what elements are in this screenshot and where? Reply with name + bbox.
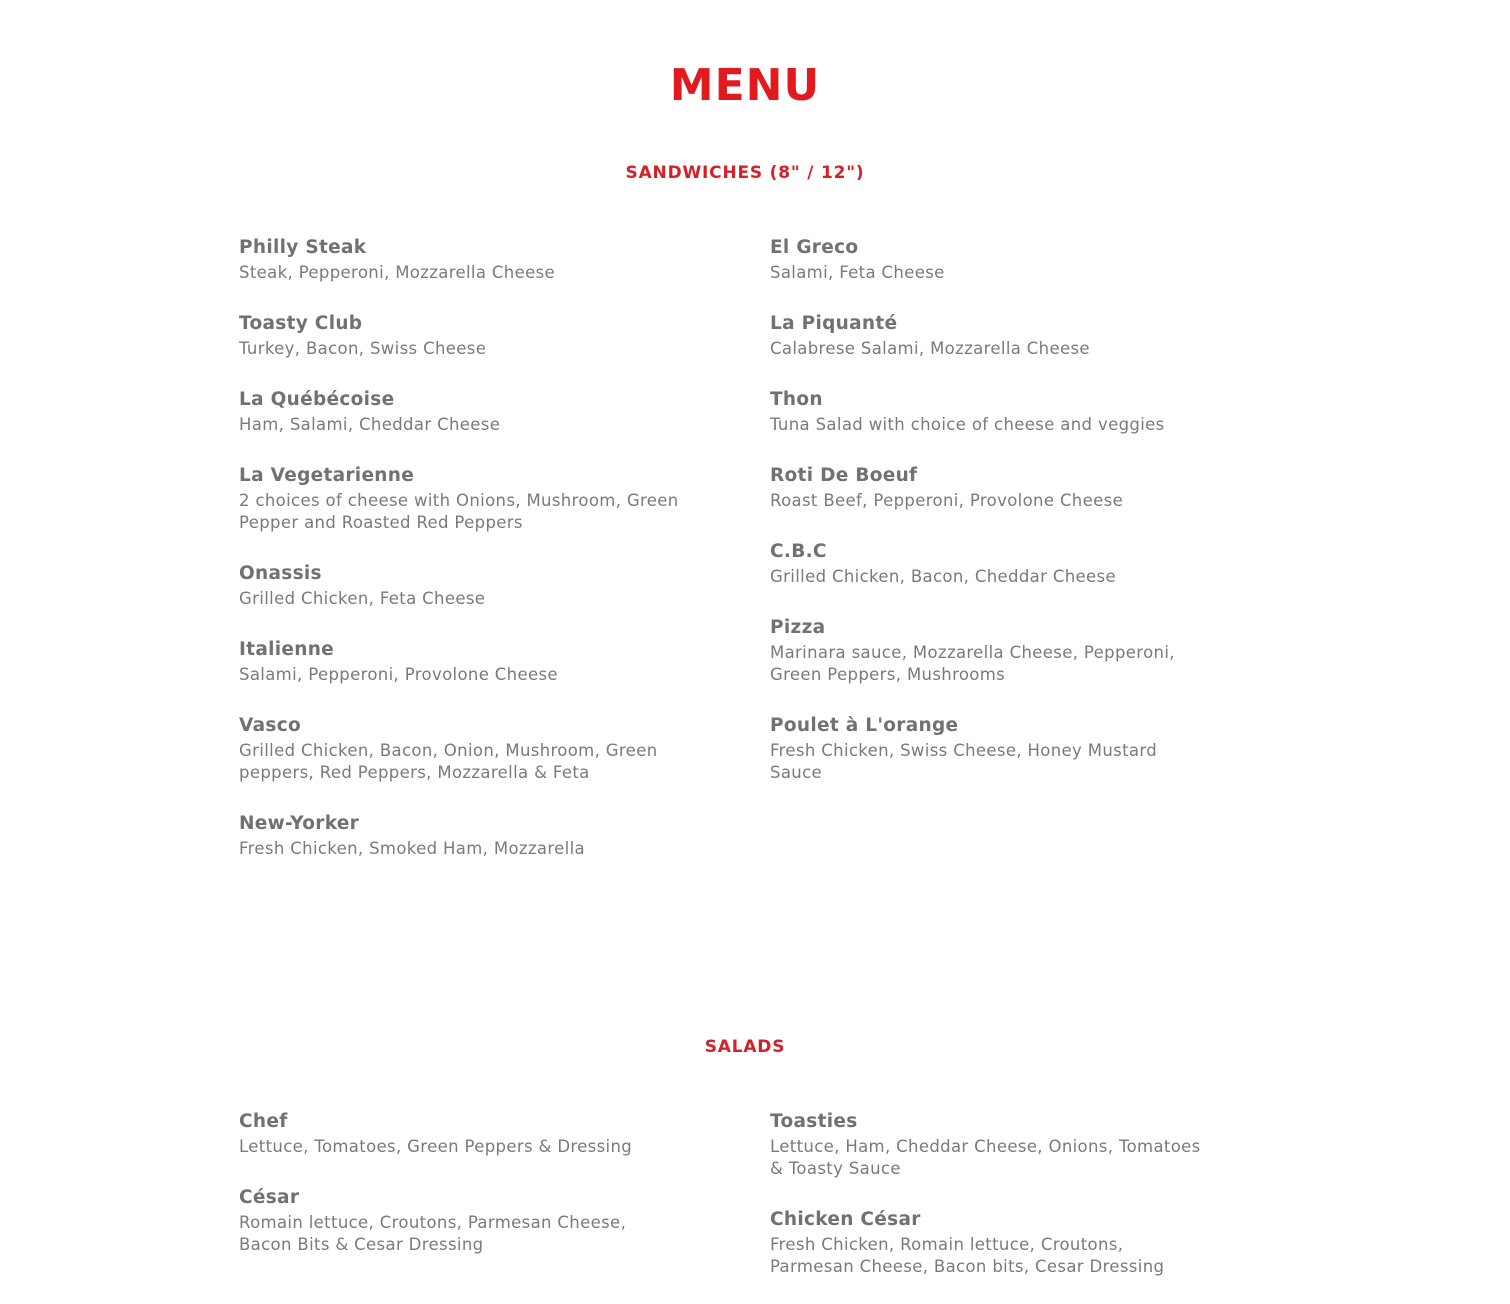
menu-item bbox=[239, 636, 679, 686]
menu-item-description: Tuna Salad with choice of cheese and veggies bbox=[770, 415, 1165, 434]
menu-item bbox=[770, 310, 1210, 360]
menu-item bbox=[239, 462, 679, 534]
menu-item bbox=[239, 810, 679, 860]
menu-item-description: Salami, Feta Cheese bbox=[770, 263, 945, 282]
menu-item-name: Philly Steak bbox=[239, 237, 367, 258]
menu-item bbox=[239, 1184, 679, 1256]
menu-item bbox=[770, 234, 1210, 284]
page-title: MENU bbox=[669, 60, 821, 111]
menu-item-description: Grilled Chicken, Feta Cheese bbox=[239, 589, 486, 608]
salads-left-column bbox=[239, 1108, 679, 1282]
menu-item-name: Poulet à L'orange bbox=[770, 715, 959, 736]
menu-item bbox=[770, 462, 1210, 512]
menu-item-description: Marinara sauce, Mozzarella Cheese, Pepperoni, Green Peppers, Mushrooms bbox=[770, 643, 1175, 684]
menu-item-name: La Piquanté bbox=[770, 313, 898, 334]
menu-item-description: Lettuce, Ham, Cheddar Cheese, Onions, Tomatoes & Toasty Sauce bbox=[770, 1137, 1201, 1178]
menu-item-description: Grilled Chicken, Bacon, Onion, Mushroom, Green peppers, Red Peppers, Mozzarella & Feta bbox=[239, 741, 658, 782]
menu-item-name: Thon bbox=[770, 389, 823, 410]
menu-item bbox=[770, 712, 1210, 784]
menu-item-description: Fresh Chicken, Smoked Ham, Mozzarella bbox=[239, 839, 585, 858]
menu-item-description: Steak, Pepperoni, Mozzarella Cheese bbox=[239, 263, 556, 282]
menu-item-description: Roast Beef, Pepperoni, Provolone Cheese bbox=[770, 491, 1124, 510]
menu-item bbox=[239, 560, 679, 610]
menu-item-name: Italienne bbox=[239, 639, 335, 660]
sandwiches-left-column bbox=[239, 234, 679, 886]
menu-item-name: Onassis bbox=[239, 563, 322, 584]
menu-item bbox=[770, 1206, 1210, 1278]
menu-item bbox=[239, 1108, 679, 1158]
menu-item-description: Lettuce, Tomatoes, Green Peppers & Dressing bbox=[239, 1137, 633, 1156]
menu-item bbox=[770, 386, 1210, 436]
menu-item bbox=[239, 234, 679, 284]
menu-item-name: Roti De Boeuf bbox=[770, 465, 918, 486]
menu-item-name: La Québécoise bbox=[239, 389, 395, 410]
sandwiches-right-column bbox=[770, 234, 1210, 810]
section-title-sandwiches: SANDWICHES (8" / 12") bbox=[625, 163, 865, 183]
menu-item bbox=[770, 1108, 1210, 1180]
menu-item-name: Pizza bbox=[770, 617, 826, 638]
menu-item-description: Calabrese Salami, Mozzarella Cheese bbox=[770, 339, 1090, 358]
menu-item-description: Salami, Pepperoni, Provolone Cheese bbox=[239, 665, 558, 684]
menu-item bbox=[239, 386, 679, 436]
menu-item-name: Toasties bbox=[770, 1111, 858, 1132]
menu-item-name: El Greco bbox=[770, 237, 859, 258]
menu-item-description: Fresh Chicken, Swiss Cheese, Honey Mustard Sauce bbox=[770, 741, 1158, 782]
menu-item-description: 2 choices of cheese with Onions, Mushroom, Green Pepper and Roasted Red Peppers bbox=[239, 491, 679, 532]
menu-item-name: La Vegetarienne bbox=[239, 465, 415, 486]
menu-item bbox=[770, 614, 1210, 686]
menu-item bbox=[770, 538, 1210, 588]
menu-item-description: Turkey, Bacon, Swiss Cheese bbox=[239, 339, 487, 358]
menu-item-name: Vasco bbox=[239, 715, 301, 736]
section-title-salads: SALADS bbox=[704, 1037, 786, 1057]
menu-item-description: Romain lettuce, Croutons, Parmesan Cheese, Bacon Bits & Cesar Dressing bbox=[239, 1213, 627, 1254]
menu-item-name: César bbox=[239, 1187, 300, 1208]
menu-item-name: Chef bbox=[239, 1111, 288, 1132]
menu-item-description: Ham, Salami, Cheddar Cheese bbox=[239, 415, 501, 434]
menu-item-description: Fresh Chicken, Romain lettuce, Croutons, Parmesan Cheese, Bacon bits, Cesar Dressing bbox=[770, 1235, 1165, 1276]
menu-item-name: New-Yorker bbox=[239, 813, 360, 834]
menu-item-description: Grilled Chicken, Bacon, Cheddar Cheese bbox=[770, 567, 1116, 586]
menu-item-name: C.B.C bbox=[770, 541, 827, 562]
menu-item bbox=[239, 712, 679, 784]
menu-item-name: Toasty Club bbox=[239, 313, 363, 334]
salads-right-column bbox=[770, 1108, 1210, 1304]
menu-item bbox=[239, 310, 679, 360]
menu-item-name: Chicken César bbox=[770, 1209, 921, 1230]
